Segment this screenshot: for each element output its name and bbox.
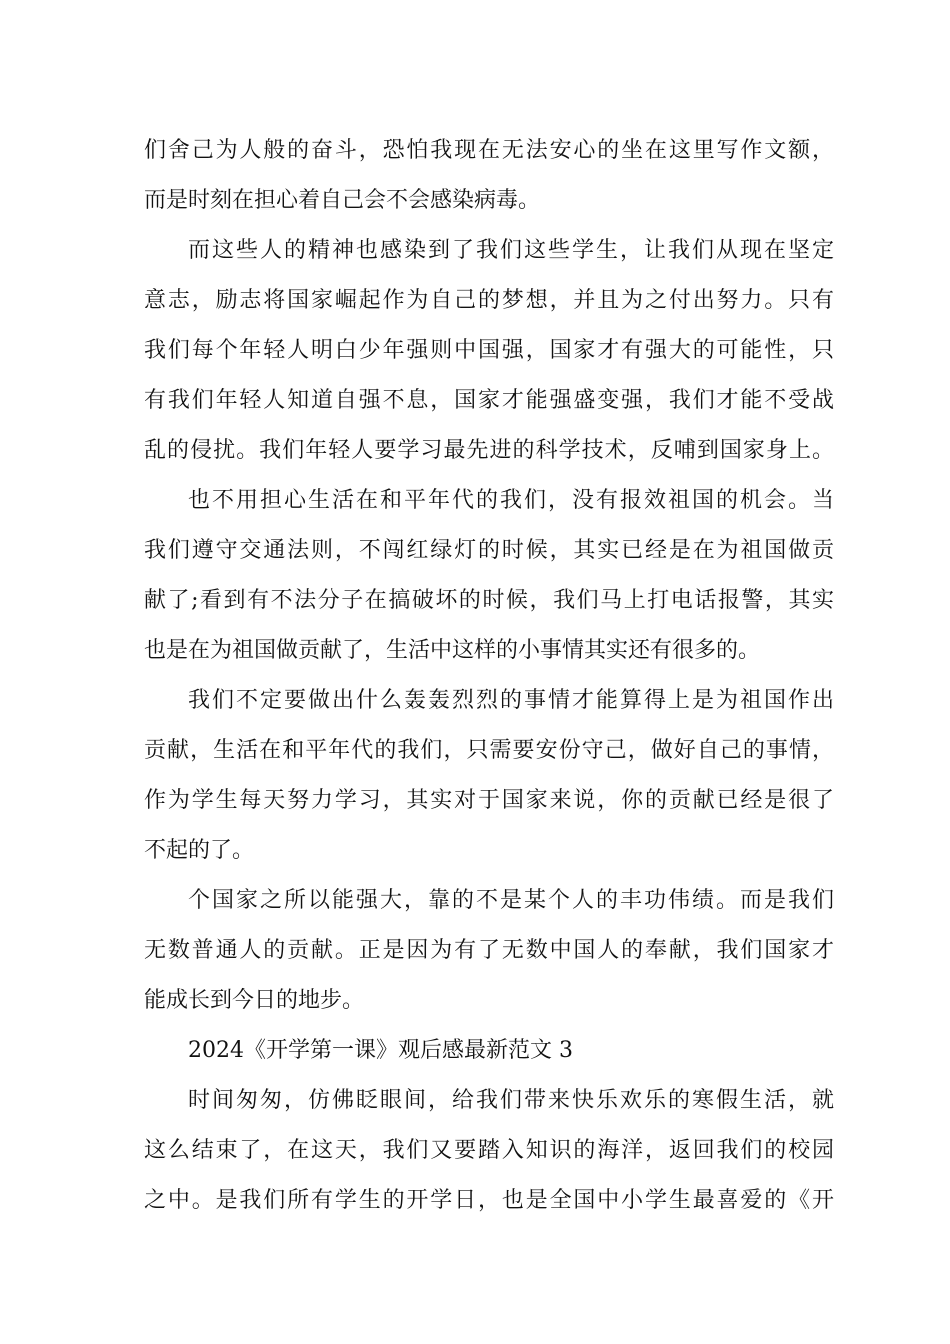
text-line: 有我们年轻人知道自强不息，国家才能强盛变强，我们才能不受战 bbox=[144, 388, 834, 413]
text-line: 作为学生每天努力学习，其实对于国家来说，你的贡献已经是很了 bbox=[144, 788, 834, 813]
text-line: 意志，励志将国家崛起作为自己的梦想，并且为之付出努力。只有 bbox=[144, 288, 834, 313]
paragraph-first-line: 时间匆匆，仿佛眨眼间，给我们带来快乐欢乐的寒假生活，就 bbox=[188, 1088, 834, 1113]
text-line: 乱的侵扰。我们年轻人要学习最先进的科学技术，反哺到国家身上。 bbox=[144, 438, 834, 463]
paragraph-first-line: 我们不定要做出什么轰轰烈烈的事情才能算得上是为祖国作出 bbox=[188, 688, 834, 713]
text-line: 献了;看到有不法分子在搞破坏的时候，我们马上打电话报警，其实 bbox=[144, 588, 834, 613]
text-line: 之中。是我们所有学生的开学日，也是全国中小学生最喜爱的《开 bbox=[144, 1188, 834, 1213]
paragraph-first-line: 也不用担心生活在和平年代的我们，没有报效祖国的机会。当 bbox=[188, 488, 834, 513]
text-line: 也是在为祖国做贡献了，生活中这样的小事情其实还有很多的。 bbox=[144, 638, 761, 663]
text-line: 这么结束了，在这天，我们又要踏入知识的海洋，返回我们的校园 bbox=[144, 1138, 834, 1163]
text-line: 我们每个年轻人明白少年强则中国强，国家才有强大的可能性，只 bbox=[144, 338, 834, 363]
section-heading: 2024《开学第一课》观后感最新范文 3 bbox=[188, 1038, 573, 1063]
text-line: 而是时刻在担心着自己会不会感染病毒。 bbox=[144, 188, 541, 213]
paragraph-first-line: 而这些人的精神也感染到了我们这些学生，让我们从现在坚定 bbox=[188, 238, 834, 263]
text-line: 们舍己为人般的奋斗，恐怕我现在无法安心的坐在这里写作文额， bbox=[144, 138, 834, 163]
text-line: 不起的了。 bbox=[144, 838, 255, 863]
paragraph-first-line: 个国家之所以能强大，靠的不是某个人的丰功伟绩。而是我们 bbox=[188, 888, 834, 913]
text-line: 能成长到今日的地步。 bbox=[144, 988, 365, 1013]
document-body bbox=[144, 126, 834, 1226]
text-line: 我们遵守交通法则，不闯红绿灯的时候，其实已经是在为祖国做贡 bbox=[144, 538, 834, 563]
text-line: 贡献，生活在和平年代的我们，只需要安份守己，做好自己的事情， bbox=[144, 738, 834, 763]
text-line: 无数普通人的贡献。正是因为有了无数中国人的奉献，我们国家才 bbox=[144, 938, 834, 963]
